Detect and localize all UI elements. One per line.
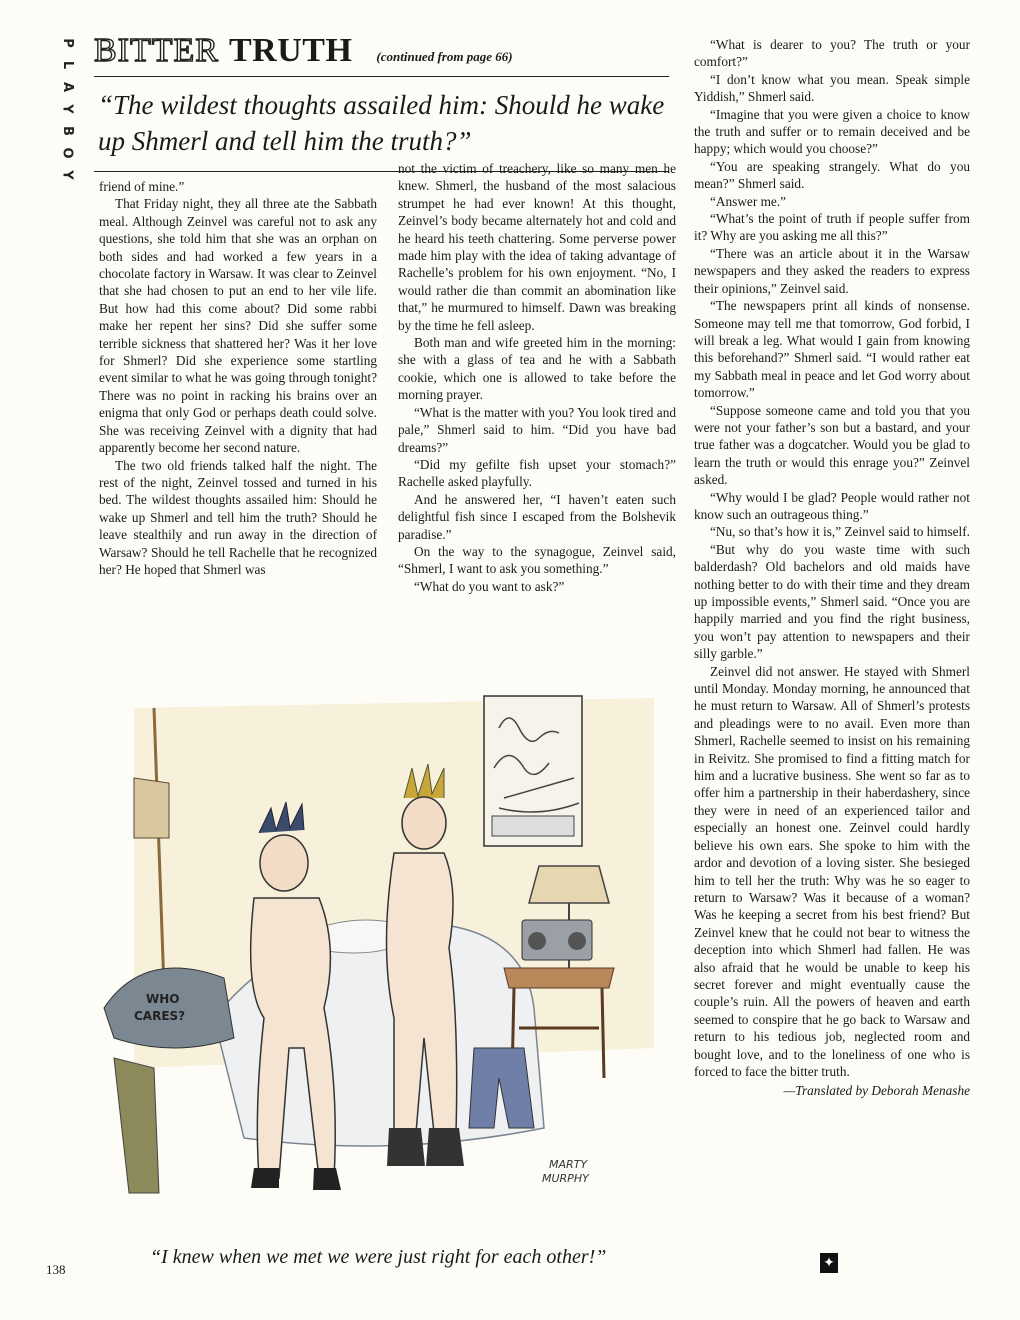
magazine-name-vertical — [56, 32, 78, 186]
magazine-name-letter: A — [60, 81, 75, 93]
paragraph: Both man and wife greeted him in the morning: she with a glass of tea and he with a Sabbath cookie, which one is allowed to take before the morning prayer. — [398, 335, 676, 403]
paragraph: friend of mine.” — [99, 179, 185, 194]
paragraph: “Why would I be glad? People would rather not know such an outrageous thing.” — [694, 489, 970, 522]
paragraph: “What is dearer to you? The truth or your comfort?” — [694, 37, 970, 70]
title-row — [94, 32, 669, 70]
paragraph: The two old friends talked half the night. The rest of the night, Zeinvel tossed and turned in his bed. The wildest thoughts assailed him: Should he wake up Shmerl and tell him the truth? Should he leave stealthily and run away in the direction of Warsaw? Should he tell Rachelle that he recognized her? He hoped that Shmerl was — [99, 457, 377, 577]
paragraph: “The newspapers print all kinds of nonsense. Someone may tell me that tomorrow, God forbid, I will break a leg. What would I gain from knowing this beforehand?” Shmerl said. “I would rather eat my Sabbath meal in peace and let God worry about tomorrow.” — [694, 298, 970, 401]
paragraph: “But why do you waste time with such balderdash? Old bachelors and old maids have nothing better to do with their time and they dream up impossible events,” Shmerl said. “Once you are happily married and you find the right business, you won’t pay attention to newspapers and their silly garble.” — [694, 541, 970, 662]
nightstand — [504, 968, 614, 988]
paragraph: “Nu, so that’s how it is,” Zeinvel said to himself. — [710, 524, 970, 540]
paragraph: “Did my gefilte fish upset your stomach?” Rachelle asked playfully. — [398, 456, 676, 490]
text-column-2 — [398, 160, 676, 595]
paragraph: That Friday night, they all three ate the Sabbath meal. Although Zeinvel was careful not to ask any questions, she told him that she was an orphan on both sides and had worked a few years in a chocolate factory in Warsaw. It was clear to Zeinvel that she had chosen to put an end to her vile life. But how had this come about? Did some rabbi make her repent her sins? Did she suffer some terrible sickness that shattered her? Was it her love for Shmerl? Did she experience some startling event similar to what he was going through tonight? There was no point in racking his brains over an enigma that only God or perhaps death could solve. She was receiving Zeinvel with a dignity that had apparently become her second nature. — [99, 196, 377, 456]
paragraph: And he answered her, “I haven’t eaten such delightful fish since I escaped from the Bolshevik paradise.” — [398, 491, 676, 542]
woman-boots — [251, 1168, 341, 1190]
header-rule — [94, 76, 669, 77]
cartoon-illustration — [94, 688, 674, 1228]
paragraph: “Imagine that you were given a choice to know the truth and suffer or to remain deceived and be happy; which would you choose?” — [694, 106, 970, 157]
artist-signature-2: MURPHY — [542, 1172, 589, 1185]
pull-quote: “The wildest thoughts assailed him: Should he wake up Shmerl and tell him the truth?” — [98, 90, 665, 156]
text-column-3 — [694, 36, 970, 1100]
paragraph: “You are speaking strangely. What do you mean?” Shmerl said. — [694, 158, 970, 192]
cartoon-caption: “I knew when we met we were just right for each other!” — [150, 1246, 607, 1268]
poster-banner — [492, 816, 574, 836]
magazine-name-letter: Y — [59, 170, 75, 180]
continued-note: (continued from page 66) — [376, 49, 513, 64]
text-column-1 — [99, 178, 377, 578]
paragraph: On the way to the synagogue, Zeinvel said, “Shmerl, I want to ask you something.” — [398, 543, 676, 577]
translator-credit: —Translated by Deborah Menashe — [783, 1083, 970, 1099]
magazine-name-letter: Y — [59, 104, 75, 114]
page-number: 138 — [46, 1262, 66, 1277]
paragraph: Zeinvel did not answer. He stayed with Shmerl until Monday. Monday morning, he announced that he must return to Warsaw. All of Shmerl’s protests and pleadings were to no avail. Even more than Shmerl, Rachelle seemed to insist on his remaining in Reivitz. She promised to find a fitting match for him and a lucrative business. She went so far as to offer him a partnership in their haberdashery, since they were in need of an experienced tailor and especially an honest one. Zeinvel could hardly believe his own ears. She spoke to him with the ardor and devotion of a loving sister. She besieged him to tell her the truth: Why was he so eager to return to Warsaw? Was it because of a woman? Was he keeping a secret from his best friend? But Zeinvel knew that he could not bear to witness the deception into which Shmerl had fallen. He was also afraid that he would be unable to keep his secret forever and might eventually cause the couple’s ruin. All the powers of heaven and earth seemed to conspire that he go back to Warsaw and return to his tedious job, neglected room and bought love, and to the loneliness of one who is forced to face the bitter truth. — [694, 663, 970, 1079]
paragraph: “What is the matter with you? You look tired and pale,” Shmerl said to him. “Did you have bad dreams?” — [398, 404, 676, 455]
article-header — [94, 32, 669, 172]
radio-speaker — [568, 932, 586, 950]
paragraph: “What do you want to ask?” — [414, 578, 565, 594]
magazine-name-letter: P — [60, 38, 75, 48]
radio-speaker — [528, 932, 546, 950]
magazine-name-letter: O — [60, 147, 75, 159]
artist-signature-1: MARTY — [549, 1158, 588, 1171]
chair-with-clothes — [104, 968, 234, 1048]
paragraph: “What’s the point of truth if people suffer from it? Why are you asking me all this?” — [694, 211, 970, 244]
bunny-end-mark-icon: ✦ — [820, 1253, 838, 1273]
magazine-name-letter: B — [59, 126, 75, 136]
title-part1: BITTER — [94, 32, 219, 69]
paragraph: “I don’t know what you mean. Speak simple Yiddish,” Shmerl said. — [694, 71, 970, 105]
paragraph: “There was an article about it in the Warsaw newspapers and they asked the readers to express their opinions,” Zeinvel said. — [694, 245, 970, 296]
paragraph: not the victim of treachery, like so many men he knew. Shmerl, the husband of the most salacious strumpet he had ever known! At this thought, Zeinvel’s body became alternately hot and cold and he heard his teeth chattering. Some perverse power made him play with the idea of taking advantage of Rachelle’s problem for his own enjoyment. “No, I would rather die than commit an abomination like that,” he murmured to himself. Dawn was breaking by the time he fell asleep. — [398, 161, 676, 333]
title-part2: TRUTH — [228, 32, 353, 69]
camo-pants — [114, 1058, 159, 1193]
paragraph: “Suppose someone came and told you that you were not your father’s son but a bastard, and your true father was a dogcatcher. Would you be glad to learn the truth or would this enrage you?” Zeinvel asked. — [694, 402, 970, 488]
jacket-text-2: CARES? — [134, 1009, 186, 1023]
window-frame — [134, 778, 169, 838]
woman-head — [260, 835, 308, 891]
magazine-name-letter: L — [59, 60, 75, 70]
jacket-text-1: WHO — [146, 992, 180, 1006]
lamp-shade — [529, 866, 609, 903]
paragraph: “Answer me.” — [710, 193, 787, 209]
man-head — [402, 797, 446, 849]
